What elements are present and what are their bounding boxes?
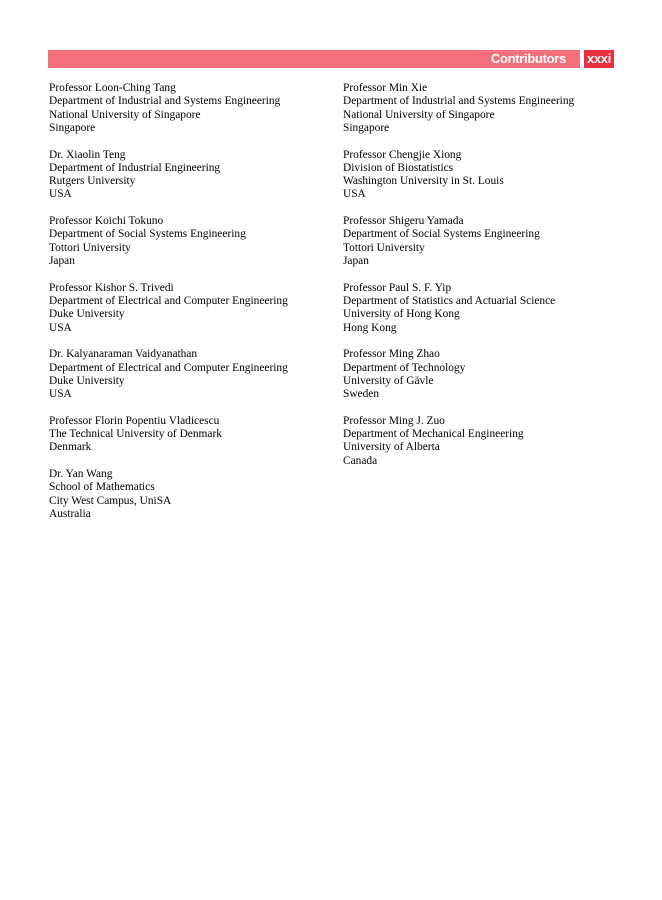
contributor-institution: Washington University in St. Louis — [343, 175, 504, 188]
contributor-department: Department of Technology — [343, 361, 466, 374]
contributor-department: Department of Industrial and Systems Engineering — [343, 95, 575, 108]
contributor-department: Department of Social Systems Engineering — [343, 228, 540, 241]
contributor-name: Professor Koichi Tokuno — [49, 215, 164, 228]
page-number: xxxi — [584, 50, 614, 68]
contributor-institution: National University of Singapore — [343, 108, 495, 121]
contributor-country: Singapore — [49, 121, 96, 134]
contributor-name: Professor Ming Zhao — [343, 348, 440, 361]
header-bar — [48, 50, 580, 68]
contributor-department: Department of Mechanical Engineering — [343, 428, 524, 441]
contributor-name: Professor Shigeru Yamada — [343, 215, 464, 228]
contributor-country: Australia — [49, 508, 91, 521]
contributor-entry — [49, 282, 334, 335]
contributor-department: School of Mathematics — [49, 481, 155, 494]
contributor-entry — [343, 415, 628, 468]
contributor-country: USA — [343, 188, 366, 201]
contributor-department: Department of Industrial Engineering — [49, 161, 221, 174]
contributor-institution: Duke University — [49, 374, 125, 387]
contributor-country: Canada — [343, 454, 378, 467]
contributor-entry — [49, 415, 334, 455]
contributor-entry — [49, 215, 334, 268]
contributor-institution: University of Alberta — [343, 441, 440, 454]
contributor-entry — [343, 149, 628, 202]
contributor-institution: Tottori University — [49, 241, 131, 254]
contributor-name: Professor Ming J. Zuo — [343, 414, 445, 427]
contributor-name: Professor Kishor S. Trivedi — [49, 281, 174, 294]
contributor-department: Department of Electrical and Computer Engineering — [49, 361, 288, 374]
contributor-department: Department of Electrical and Computer Engineering — [49, 295, 288, 308]
contributor-institution: Tottori University — [343, 241, 425, 254]
contributor-name: Professor Florin Popentiu Vladicescu — [49, 414, 220, 427]
contributor-name: Dr. Yan Wang — [49, 468, 113, 481]
contributor-country: Singapore — [343, 121, 390, 134]
contributors-left-column — [49, 82, 334, 535]
contributor-department: Department of Statistics and Actuarial Science — [343, 295, 556, 308]
contributor-department: The Technical University of Denmark — [49, 428, 222, 441]
contributor-country: Japan — [49, 255, 75, 268]
contributor-institution: University of Hong Kong — [343, 308, 460, 321]
contributor-institution: City West Campus, UniSA — [49, 494, 172, 507]
contributor-entry — [343, 282, 628, 335]
contributor-institution: University of Gävle — [343, 374, 434, 387]
contributor-entry — [343, 348, 628, 401]
contributor-department: Division of Biostatistics — [343, 161, 454, 174]
contributor-institution: National University of Singapore — [49, 108, 201, 121]
contributor-department: Department of Social Systems Engineering — [49, 228, 246, 241]
contributor-department: Department of Industrial and Systems Engineering — [49, 95, 281, 108]
contributors-right-column — [343, 82, 628, 481]
contributor-entry — [49, 348, 334, 401]
contributor-entry — [49, 149, 334, 202]
section-title: Contributors — [490, 51, 566, 66]
contributor-institution: Denmark — [49, 441, 92, 454]
contributor-name: Professor Paul S. F. Yip — [343, 281, 452, 294]
contributor-country: USA — [49, 388, 72, 401]
contributor-country: USA — [49, 188, 72, 201]
contributor-name: Professor Chengjie Xiong — [343, 148, 462, 161]
contributor-institution: Rutgers University — [49, 175, 136, 188]
contributor-name: Dr. Xiaolin Teng — [49, 148, 126, 161]
contributor-entry — [49, 468, 334, 521]
contributor-entry — [343, 82, 628, 135]
contributor-name: Professor Min Xie — [343, 82, 428, 94]
contributor-country: Japan — [343, 255, 369, 268]
contributor-name: Professor Loon-Ching Tang — [49, 82, 176, 94]
contributor-country: Hong Kong — [343, 321, 397, 334]
contributor-institution: Duke University — [49, 308, 125, 321]
contributor-entry — [49, 82, 334, 135]
contributor-country: Sweden — [343, 388, 380, 401]
contributor-name: Dr. Kalyanaraman Vaidyanathan — [49, 348, 198, 361]
contributor-entry — [343, 215, 628, 268]
contributor-country: USA — [49, 321, 72, 334]
